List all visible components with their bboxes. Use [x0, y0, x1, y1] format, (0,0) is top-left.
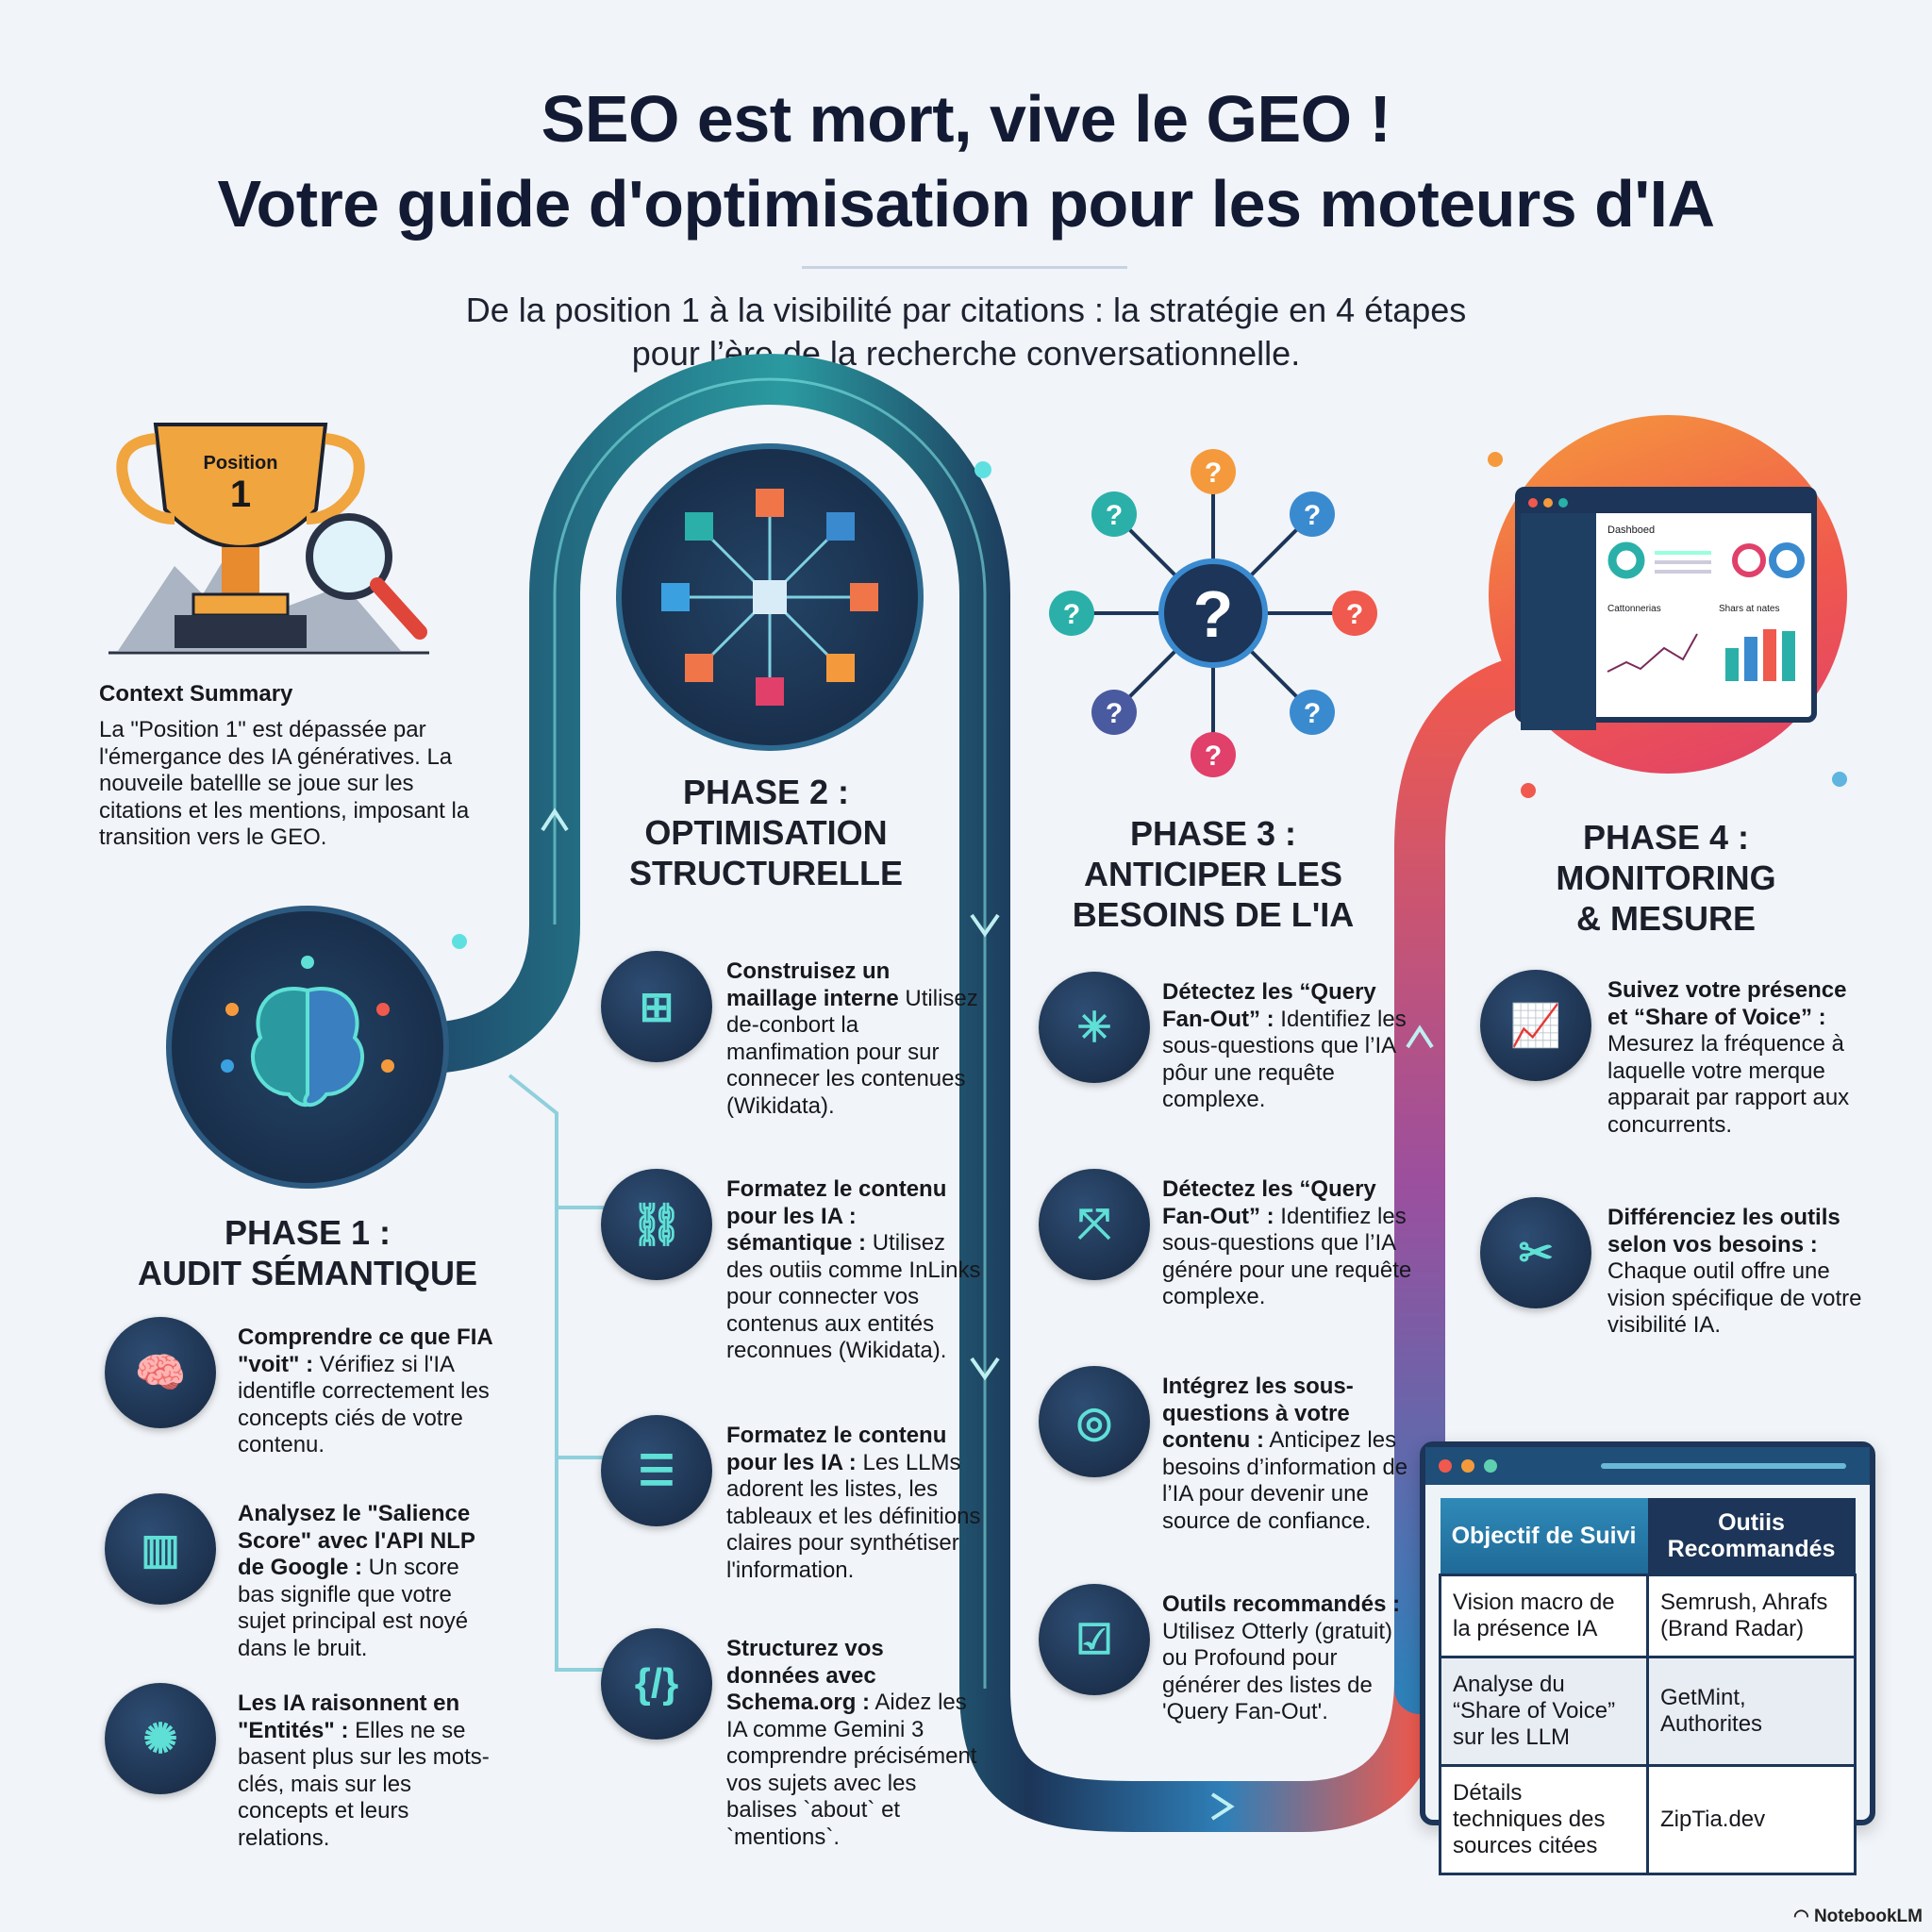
item-heading: Formatez le contenu pour les IA :	[726, 1423, 947, 1475]
growth-chart-icon: 📈	[1480, 970, 1591, 1081]
svg-text:?: ?	[1105, 698, 1124, 729]
phase2-item	[726, 1636, 981, 1851]
svg-text:?: ?	[1345, 599, 1364, 630]
item-heading: Détectez les “Query Fan-Out” :	[1162, 1176, 1376, 1229]
phase2-item	[726, 958, 981, 1120]
item-heading: Différenciez les outils selon vos besoins :	[1607, 1205, 1840, 1257]
phase1-item	[238, 1501, 492, 1662]
table-cell: Semrush, Ahrafs (Brand Radar)	[1648, 1575, 1856, 1657]
trophy-number: 1	[229, 474, 252, 515]
tools-table-window	[1420, 1441, 1875, 1858]
item-text: Identifiez les sous-questions que l’IA génére pour une requête complexe.	[1162, 1203, 1412, 1309]
trophy-illustration	[99, 406, 439, 656]
table-cell: Détails techniques des sources citées	[1441, 1766, 1648, 1874]
phase3-item	[1162, 1374, 1417, 1535]
item-heading: Structurez vos données avec Schema.org :	[726, 1636, 884, 1715]
dashboard-panel2: Shars at nates	[1719, 604, 1780, 614]
svg-text:?: ?	[1105, 500, 1124, 531]
item-text: Aidez les IA comme Gemini 3 comprendre précisément vos sujets avec les balises `about` et `mentions`.	[726, 1690, 977, 1850]
network-diagram-icon	[647, 475, 892, 720]
item-heading: Les IA raisonnent en "Entités" :	[238, 1690, 460, 1743]
svg-text:?: ?	[1204, 458, 1223, 489]
arrows-icon: ⤧	[1039, 1169, 1150, 1280]
table-row	[1441, 1657, 1856, 1766]
notebooklm-logo: ◠ NotebookLM	[1793, 1907, 1923, 1926]
phase3-item	[1162, 979, 1417, 1114]
page-title: SEO est mort, vive le GEO !	[541, 82, 1391, 156]
subtitle-line2: pour l’ère de la recherche conversationnelle.	[631, 334, 1301, 373]
dashboard-panel1: Cattonnerias	[1607, 604, 1661, 614]
item-text: Utilisez de-conbort la manfimation pour sur connecer les contenues (Wikidata).	[726, 985, 978, 1119]
phase3-item	[1162, 1591, 1417, 1726]
table-cell: Analyse du “Share of Voice” sur les LLM	[1441, 1657, 1648, 1766]
item-text: Un score bas signifle que votre sujet principal est noyé dans le bruit.	[238, 1555, 469, 1661]
notebooklm-icon: ◠	[1793, 1907, 1814, 1926]
trophy-label: Position	[203, 453, 278, 474]
brain-illustration	[166, 906, 449, 1189]
table-cell: ZipTia.dev	[1648, 1766, 1856, 1874]
table-header: Outiis Recommandés	[1648, 1498, 1856, 1575]
phase4-title: PHASE 4 : MONITORING & MESURE	[1556, 818, 1776, 938]
item-text: Anticipez les besoins d’information de l’IA pour devenir une source de confiance.	[1162, 1427, 1408, 1534]
item-text: Vérifiez si l'IA identifle correctement les concepts ciés de votre contenu.	[238, 1351, 490, 1457]
link-icon: ⛓	[601, 1169, 712, 1280]
item-text: Identifiez les sous-questions que l’IA pôur une requête complexe.	[1162, 1006, 1407, 1112]
item-text: Utilisez des outiis comme InLinks pour connecter vos contenus aux entités reconnues (Wikidata).	[726, 1230, 981, 1363]
structure-illustration	[616, 443, 924, 751]
svg-text:?: ?	[1192, 577, 1234, 651]
svg-text:?: ?	[1062, 599, 1081, 630]
phase1-item	[238, 1690, 492, 1852]
phase4-item	[1607, 1205, 1862, 1340]
page-title-line2: Votre guide d'optimisation pour les moteurs d'IA	[217, 167, 1715, 241]
trophy-icon	[99, 406, 439, 656]
phase1-item	[238, 1324, 492, 1459]
tools-table	[1439, 1498, 1857, 1875]
svg-text:?: ?	[1303, 698, 1322, 729]
tools-icon: ✂	[1480, 1197, 1591, 1308]
svg-text:?: ?	[1303, 500, 1322, 531]
context-summary	[99, 681, 486, 852]
item-heading: Suivez votre présence et “Share of Voice” :	[1607, 977, 1847, 1030]
dashboard-title: Dashboed	[1607, 525, 1656, 536]
brain-icon: 🧠	[105, 1317, 216, 1428]
table-row	[1441, 1766, 1856, 1874]
phase2-item	[726, 1176, 981, 1365]
phase3-title: PHASE 3 : ANTICIPER LES BESOINS DE L'IA	[1072, 814, 1355, 934]
context-body: La "Position 1" est dépassée par l'émergance des IA génératives. La nouveile batellle se joue sur les citations et les mentions, imposant la transition vers le GEO.	[99, 717, 470, 850]
target-icon: ◎	[1039, 1366, 1150, 1477]
item-text: Utilisez Otterly (gratuit) ou Profound pour générer des listes de 'Query Fan-Out'.	[1162, 1618, 1393, 1724]
item-heading: Intégrez les sous-questions à votre contenu :	[1162, 1374, 1354, 1453]
phase2-item	[726, 1423, 981, 1584]
question-network-icon	[1043, 443, 1383, 783]
phase4-item	[1607, 977, 1862, 1139]
dashboard-window	[1515, 487, 1817, 723]
subtitle: De la position 1 à la visibilité par citations : la stratégie en 4 étapes	[465, 291, 1467, 329]
item-text: Les LLMs adorent les listes, les tableaux et les définitions claires pour synthétiser l'information.	[726, 1449, 981, 1583]
brain-icon	[213, 953, 402, 1141]
checklist-icon: ☑	[1039, 1584, 1150, 1695]
list-icon: ☰	[601, 1415, 712, 1526]
context-heading: Context Summary	[99, 681, 293, 707]
bar-chart-icon: ▥	[105, 1493, 216, 1605]
sparkle-dot	[974, 461, 991, 478]
phase1-title: PHASE 1 : AUDIT SÉMANTIQUE	[138, 1213, 477, 1292]
item-heading: Outils recommandés :	[1162, 1591, 1401, 1617]
phase3-item	[1162, 1176, 1417, 1311]
table-row	[1441, 1575, 1856, 1657]
questions-illustration	[1043, 443, 1383, 783]
item-heading: Comprendre ce que FIA "voit" :	[238, 1324, 492, 1377]
code-icon: {/}	[601, 1628, 712, 1740]
table-cell: GetMint, Authorites	[1648, 1657, 1856, 1766]
phase2-title: PHASE 2 : OPTIMISATION STRUCTURELLE	[629, 773, 903, 892]
fan-out-icon: ✳	[1039, 972, 1150, 1083]
item-text: Mesurez la fréquence à laquelle votre merque apparait par rapport aux concurrents.	[1607, 1031, 1850, 1138]
svg-text:?: ?	[1204, 741, 1223, 772]
item-text: Chaque outil offre une vision spécifique de votre visibilité IA.	[1607, 1258, 1862, 1338]
item-text: Elles ne se basent plus sur les mots-clés, mais sur les concepts et leurs relations.	[238, 1717, 490, 1851]
table-header: Objectif de Suivi	[1441, 1498, 1648, 1575]
item-heading: Construisez un maillage interne	[726, 958, 899, 1011]
branch-lines	[509, 1075, 604, 1670]
sitemap-icon: ⊞	[601, 951, 712, 1062]
item-heading: Détectez les “Query Fan-Out” :	[1162, 979, 1376, 1032]
table-cell: Vision macro de la présence IA	[1441, 1575, 1648, 1657]
item-heading: Formatez le contenu pour les IA : sémantique :	[726, 1176, 947, 1256]
network-icon: ✺	[105, 1683, 216, 1794]
item-heading: Analysez le "Salience Score" avec l'API NLP de Google :	[238, 1501, 475, 1580]
